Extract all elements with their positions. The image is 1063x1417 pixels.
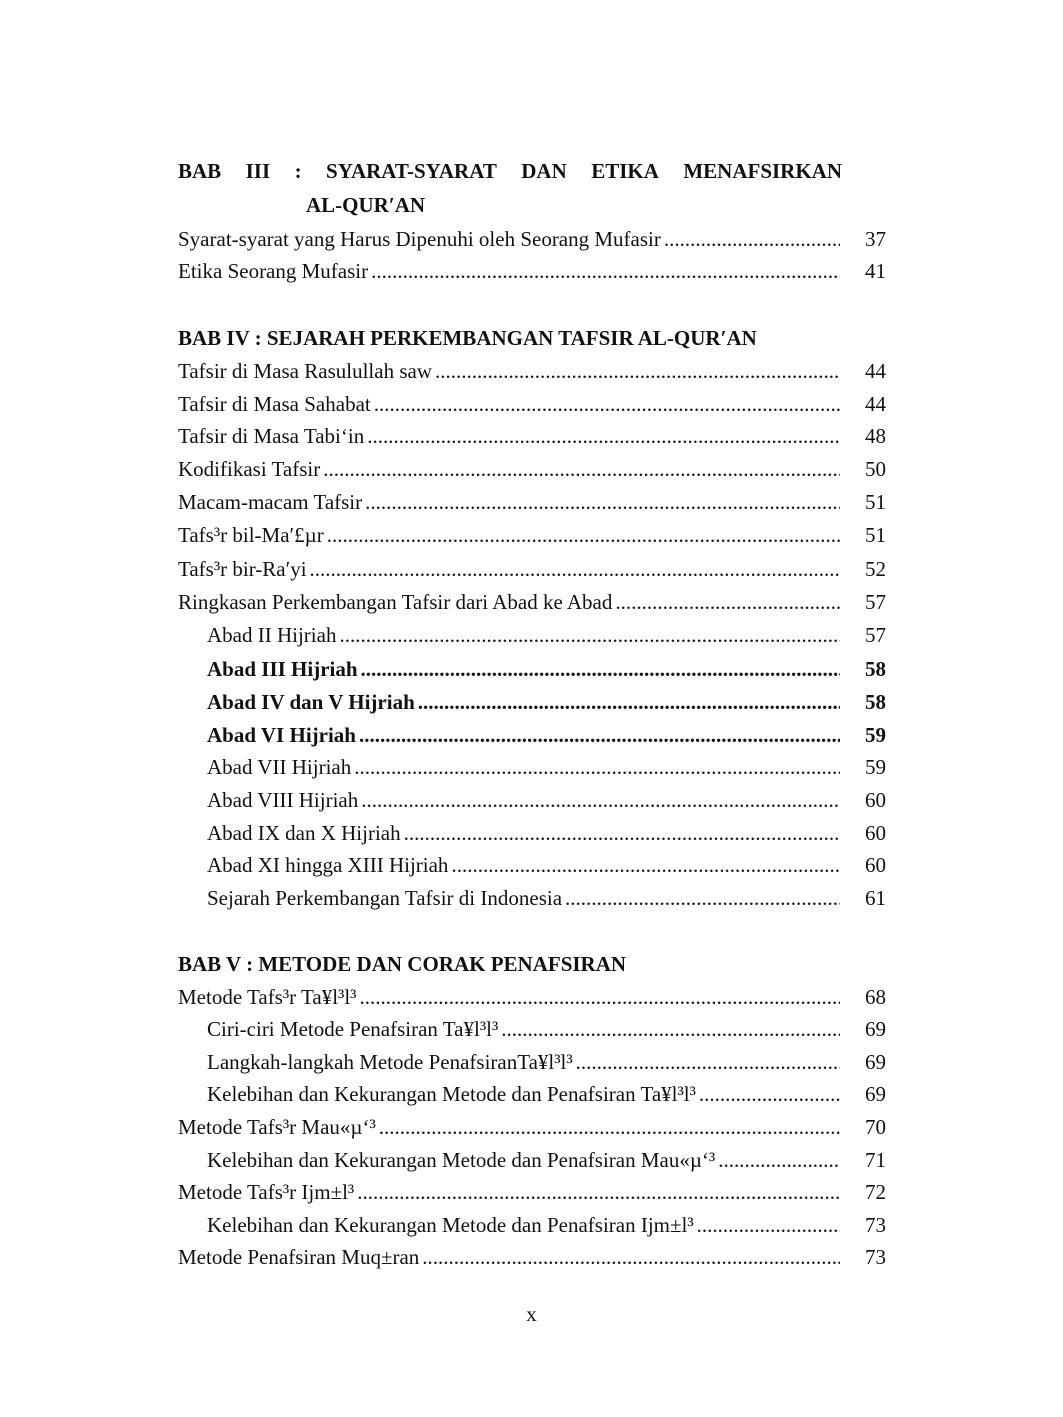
dot-leader (365, 488, 840, 516)
toc-entry-label: Macam-macam Tafsir (178, 490, 363, 514)
heading-word: : (294, 159, 302, 183)
toc-entry[interactable] (178, 1178, 886, 1206)
toc-entry-label: Metode Penafsiran Muq±ran (178, 1245, 420, 1269)
toc-subentry[interactable] (207, 851, 886, 879)
toc-entry[interactable] (178, 488, 886, 516)
toc-entry-label: Kelebihan dan Kekurangan Metode dan Penafsiran Mau«µ‘³ (207, 1148, 716, 1172)
toc-entry-page: 72 (865, 1180, 886, 1204)
toc-subentry[interactable] (207, 1015, 886, 1043)
toc-entry-label: Etika Seorang Mufasir (178, 259, 369, 283)
toc-entry-page: 71 (865, 1148, 886, 1172)
toc-entry-page: 73 (865, 1213, 886, 1237)
toc-entry[interactable] (178, 588, 886, 616)
toc-entry-page: 37 (865, 227, 886, 251)
toc-entry-page: 44 (865, 392, 886, 416)
toc-entry-page: 51 (865, 523, 886, 547)
dot-leader (435, 357, 840, 385)
toc-entry-label: Abad XI hingga XIII Hijriah (207, 853, 449, 877)
heading-word: III (245, 159, 271, 183)
dot-leader (339, 621, 840, 649)
toc-entry[interactable] (178, 521, 886, 549)
toc-entry-label: Abad IX dan X Hijriah (207, 821, 401, 845)
dot-leader (359, 721, 840, 749)
heading-word: DAN (521, 159, 567, 183)
toc-entry-label: Abad VI Hijriah (207, 723, 356, 747)
toc-entry-page: 69 (865, 1017, 886, 1041)
toc-subentry[interactable] (207, 621, 886, 649)
toc-entry-page: 73 (865, 1245, 886, 1269)
toc-entry-page: 41 (865, 259, 886, 283)
chapter-heading-continuation: AL-QUR′AN (306, 193, 426, 217)
toc-entry[interactable] (178, 357, 886, 385)
toc-entry-label: Tafsir di Masa Sahabat (178, 392, 371, 416)
toc-entry[interactable] (178, 422, 886, 450)
toc-entry-label: Kodifikasi Tafsir (178, 457, 321, 481)
toc-subentry[interactable] (207, 1146, 886, 1174)
toc-entry-page: 70 (865, 1115, 886, 1139)
dot-leader (357, 1178, 840, 1206)
dot-leader (718, 1146, 840, 1174)
chapter-heading-bab-v: BAB V : METODE DAN CORAK PENAFSIRAN (178, 952, 627, 976)
toc-entry[interactable] (178, 390, 886, 418)
toc-entry-label: Metode Tafs³r Mau«µ‘³ (178, 1115, 376, 1139)
dot-leader (327, 521, 840, 549)
toc-subentry[interactable] (207, 655, 886, 683)
toc-entry-page: 69 (865, 1082, 886, 1106)
dot-leader (359, 983, 840, 1011)
dot-leader (697, 1211, 840, 1239)
dot-leader (374, 390, 840, 418)
toc-entry-label: Abad VII Hijriah (207, 755, 352, 779)
toc-subentry[interactable] (207, 1048, 886, 1076)
dot-leader (323, 455, 840, 483)
toc-entry-label: Abad IV dan V Hijriah (207, 690, 415, 714)
toc-subentry[interactable] (207, 884, 886, 912)
toc-entry[interactable] (178, 555, 886, 583)
toc-entry-label: Metode Tafs³r Ijm±l³ (178, 1180, 355, 1204)
toc-subentry[interactable] (207, 1080, 886, 1108)
dot-leader (367, 422, 840, 450)
toc-entry[interactable] (178, 983, 886, 1011)
dot-leader (615, 588, 840, 616)
heading-word: MENAFSIRKAN (683, 159, 842, 183)
heading-word: SYARAT-SYARAT (326, 159, 497, 183)
toc-entry-label: Kelebihan dan Kekurangan Metode dan Penafsiran Ijm±l³ (207, 1213, 694, 1237)
toc-entry-label: Abad VIII Hijriah (207, 788, 359, 812)
dot-leader (699, 1080, 840, 1108)
toc-subentry[interactable] (207, 721, 886, 749)
toc-entry-label: Metode Tafs³r Ta¥l³l³ (178, 985, 357, 1009)
toc-entry-page: 58 (865, 690, 886, 714)
toc-entry-label: Kelebihan dan Kekurangan Metode dan Penafsiran Ta¥l³l³ (207, 1082, 696, 1106)
dot-leader (501, 1015, 840, 1043)
page-number: x (526, 1302, 537, 1326)
dot-leader (451, 851, 840, 879)
toc-entry-label: Ringkasan Perkembangan Tafsir dari Abad ke Abad (178, 590, 613, 614)
dot-leader (354, 753, 840, 781)
chapter-heading-bab-iv: BAB IV : SEJARAH PERKEMBANGAN TAFSIR AL-QUR′AN (178, 326, 757, 350)
dot-leader (379, 1113, 840, 1141)
toc-entry-label: Langkah-langkah Metode PenafsiranTa¥l³l³ (207, 1050, 573, 1074)
toc-entry-page: 69 (865, 1050, 886, 1074)
toc-entry-page: 50 (865, 457, 886, 481)
dot-leader (310, 555, 840, 583)
toc-entry-label: Syarat-syarat yang Harus Dipenuhi oleh Seorang Mufasir (178, 227, 661, 251)
toc-entry-page: 60 (865, 821, 886, 845)
chapter-heading-bab-iii (178, 158, 842, 184)
toc-entry[interactable] (178, 1113, 886, 1141)
toc-entry-label: Sejarah Perkembangan Tafsir di Indonesia (207, 886, 563, 910)
toc-entry-label: Tafsir di Masa Tabi‘in (178, 424, 365, 448)
toc-entry-page: 59 (865, 755, 886, 779)
toc-entry[interactable] (178, 1243, 886, 1271)
toc-entry-page: 57 (865, 623, 886, 647)
dot-leader (422, 1243, 840, 1271)
toc-entry-label: Tafsir di Masa Rasulullah saw (178, 359, 432, 383)
toc-entry-label: Abad III Hijriah (207, 657, 358, 681)
dot-leader (664, 225, 840, 253)
toc-entry-page: 48 (865, 424, 886, 448)
toc-entry-page: 60 (865, 788, 886, 812)
toc-entry-page: 57 (865, 590, 886, 614)
toc-entry-label: Abad II Hijriah (207, 623, 337, 647)
toc-entry-page: 60 (865, 853, 886, 877)
toc-entry-page: 68 (865, 985, 886, 1009)
toc-entry[interactable] (178, 455, 886, 483)
dot-leader (361, 786, 840, 814)
dot-leader (361, 655, 840, 683)
toc-entry-label: Ciri-ciri Metode Penafsiran Ta¥l³l³ (207, 1017, 499, 1041)
toc-subentry[interactable] (207, 1211, 886, 1239)
toc-entry-page: 44 (865, 359, 886, 383)
heading-word: BAB (178, 159, 222, 183)
toc-entry[interactable] (178, 257, 886, 285)
dot-leader (565, 884, 840, 912)
toc-subentry[interactable] (207, 688, 886, 716)
toc-subentry[interactable] (207, 786, 886, 814)
heading-word: ETIKA (591, 159, 659, 183)
dot-leader (371, 257, 840, 285)
dot-leader (404, 819, 840, 847)
toc-entry-page: 61 (865, 886, 886, 910)
toc-entry-page: 51 (865, 490, 886, 514)
toc-entry-label: Tafs³r bir-Ra′yi (178, 557, 307, 581)
toc-entry[interactable] (178, 225, 886, 253)
toc-entry-label: Tafs³r bil-Ma′£µr (178, 523, 324, 547)
toc-subentry[interactable] (207, 753, 886, 781)
toc-entry-page: 59 (865, 723, 886, 747)
toc-entry-page: 58 (865, 657, 886, 681)
dot-leader (576, 1048, 840, 1076)
toc-subentry[interactable] (207, 819, 886, 847)
toc-entry-page: 52 (865, 557, 886, 581)
dot-leader (418, 688, 840, 716)
